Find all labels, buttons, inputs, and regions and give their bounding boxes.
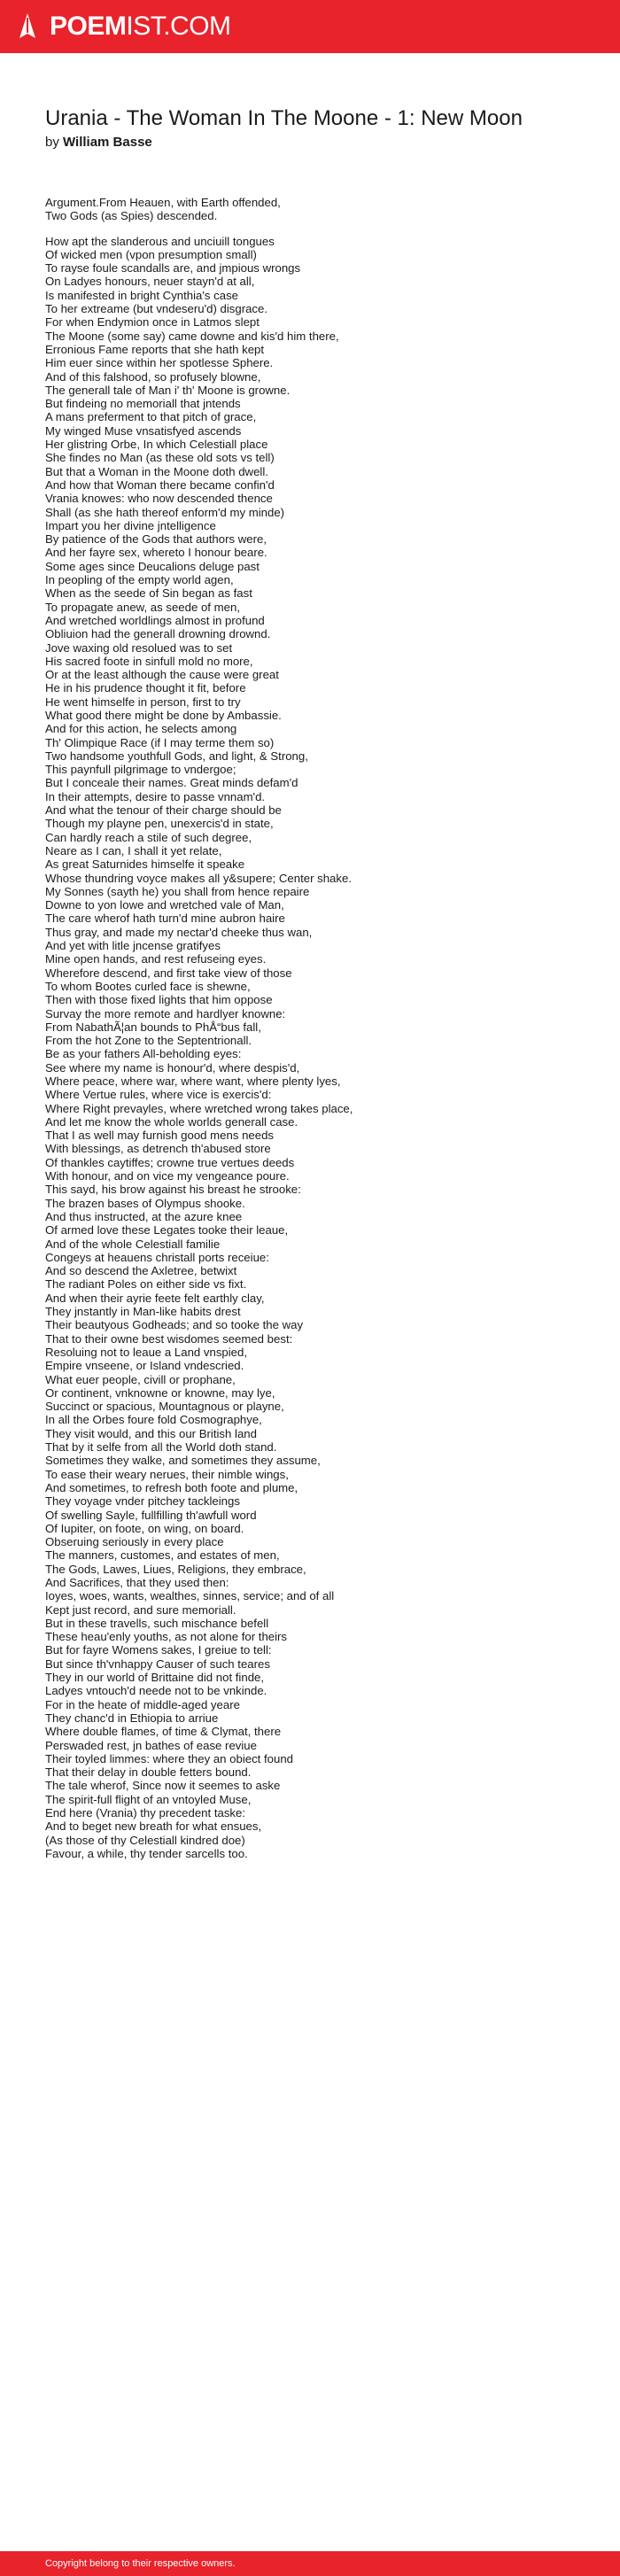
poem-line: When as the seede of Sin began as fast — [45, 586, 252, 601]
poem-line: To propagate anew, as seede of men, — [45, 600, 240, 614]
poem-line: Though my playne pen, unexercis'd in state, — [45, 817, 274, 831]
poem-line: End here (Vrania) thy precedent taske: — [45, 1806, 246, 1820]
poem-line: And yet with litle jncense gratifyes — [45, 939, 221, 953]
poem-line: A mans preferment to that pitch of grace, — [45, 410, 257, 424]
poem-line: Two handsome youthfull Gods, and light, & Strong, — [45, 749, 308, 763]
poem-line: Whose thundring voyce makes all y&supere; Center shake. — [45, 871, 352, 885]
poem-line: But in these travells, such mischance befell — [45, 1616, 269, 1630]
poem-line: Resoluing not to leaue a Land vnspied, — [45, 1345, 248, 1359]
poem-line: But I conceale their names. Great minds defam'd — [45, 776, 298, 790]
poem-line: They in our world of Brittaine did not finde, — [45, 1671, 265, 1685]
poem-line: And for this action, he selects among — [45, 722, 237, 736]
stanza-gap — [45, 223, 577, 235]
poem-line: These heau'enly youths, as not alone for theirs — [45, 1630, 288, 1644]
poem-line: To ease their weary nerues, their nimble wings, — [45, 1467, 289, 1481]
poem-line: And sometimes, to refresh both foote and plume, — [45, 1480, 298, 1494]
copyright-text: Copyright belong to their respective owners. — [45, 2558, 236, 2569]
poem-line: Erronious Fame reports that she hath kept — [45, 342, 265, 356]
poem-line: Where peace, where war, where want, where plenty lyes, — [45, 1075, 341, 1088]
poem-line: Of armed love these Legates tooke their leaue, — [45, 1223, 289, 1238]
poem-line: That their delay in double fetters bound. — [45, 1765, 252, 1780]
poem-line: Shall (as she hath thereof enform'd my minde) — [45, 505, 285, 519]
poem-line: Argument.From Heauen, with Earth offended, — [45, 196, 281, 209]
poem-line: Ladyes vntouch'd neede not to be vnkinde. — [45, 1684, 267, 1698]
poem-line: And what the tenour of their charge should be — [45, 803, 282, 818]
poem-line: Their toyled limmes: where they an obiect found — [45, 1751, 294, 1765]
poem-line: To whom Bootes curled face is shewne, — [45, 979, 251, 993]
poem-line: Where double flames, of time & Clymat, there — [45, 1725, 282, 1739]
poem-line: Her glistring Orbe, In which Celestiall place — [45, 438, 268, 452]
poem-line: My winged Muse vnsatisfyed ascends — [45, 423, 242, 438]
poem-line: Two Gods (as Spies) descended. — [45, 209, 218, 223]
poem-line: Kept just record, and sure memoriall. — [45, 1602, 236, 1617]
poem-line: Mine open hands, and rest refuseing eyes. — [45, 952, 267, 966]
poem-line: And of the whole Celestiall familie — [45, 1237, 221, 1251]
poem-line: That by it selfe from all the World doth stand. — [45, 1440, 277, 1455]
poem-line: And her fayre sex, whereto I honour beare. — [45, 546, 267, 560]
poem-line: Empire vnseene, or Island vndescried. — [45, 1359, 244, 1373]
poem-line: And when their ayrie feete felt earthly clay, — [45, 1291, 265, 1305]
poem-line: What euer people, civill or prophane, — [45, 1372, 236, 1386]
poem-line: For when Endymion once in Latmos slept — [45, 315, 260, 330]
poem-line: Is manifested in bright Cynthia's case — [45, 288, 239, 302]
poem-line: They chanc'd in Ethiopia to arriue — [45, 1711, 219, 1725]
poem-line: And of this falshood, so profusely blowne, — [45, 369, 261, 384]
poem-line: The Gods, Lawes, Liues, Religions, they embrace, — [45, 1562, 306, 1576]
poem-line: See where my name is honour'd, where despis'd, — [45, 1060, 300, 1075]
poem-line: To rayse foule scandalls are, and jmpious wrongs — [45, 261, 301, 275]
poem-line: What good there might be done by Ambassie. — [45, 708, 282, 722]
poem-line: Jove waxing old resolued was to set — [45, 640, 233, 655]
poem-line: As great Saturnides himselfe it speake — [45, 857, 245, 872]
site-logo[interactable] — [50, 12, 231, 42]
poem-line: Of Iupiter, on foote, on wing, on board. — [45, 1521, 244, 1535]
poem-line: His sacred foote in sinfull mold no more, — [45, 654, 253, 668]
poem-line: The brazen bases of Olympus shooke. — [45, 1196, 245, 1210]
poem-line: Or continent, vnknowne or knowne, may lye, — [45, 1385, 275, 1400]
poem-line: The spirit-full flight of an vntoyled Muse, — [45, 1792, 252, 1806]
poem-line: With honour, and on vice my vengeance poure. — [45, 1169, 290, 1183]
poem-line: Where Vertue rules, where vice is exercis'd: — [45, 1088, 272, 1102]
poem-line: That to their owne best wisdomes seemed best: — [45, 1331, 293, 1346]
poem-line: Downe to yon lowe and wretched vale of Man, — [45, 898, 284, 912]
poem-line: Perswaded rest, jn bathes of ease reviue — [45, 1738, 257, 1752]
poem-line: Of wicked men (vpon presumption small) — [45, 247, 257, 261]
poem-line: The generall tale of Man i' th' Moone is growne. — [45, 383, 291, 397]
poem-line: The care wherof hath turn'd mine aubron haire — [45, 912, 285, 926]
poem-line: They visit would, and this our British land — [45, 1426, 257, 1440]
author-link[interactable]: William Basse — [63, 135, 152, 150]
poem-line: That I as well may furnish good mens needs — [45, 1129, 275, 1143]
poem-line: Or at the least although the cause were great — [45, 668, 279, 682]
poem-line: He in his prudence thought it fit, before — [45, 681, 246, 695]
poem-line: Impart you her divine jntelligence — [45, 518, 216, 532]
poem-line: In peopling of the empty world agen, — [45, 573, 234, 587]
poem-line: She findes no Man (as these old sots vs tell) — [45, 451, 275, 465]
poem-line: Of thankles caytiffes; crowne true vertues deeds — [45, 1155, 295, 1169]
logo-bold-text: POEM — [50, 12, 127, 41]
poem-line: Can hardly reach a stile of such degree, — [45, 830, 252, 844]
poem-line: But since th'vnhappy Causer of such teares — [45, 1657, 270, 1671]
poem-line: To her extreame (but vndeseru'd) disgrace. — [45, 302, 268, 316]
poem-line: From NabathÃ¦an bounds to PhÅ“bus fall, — [45, 1020, 261, 1034]
poem-container — [45, 89, 577, 1860]
poem-line: Of swelling Sayle, fullfilling th'awfull word — [45, 1508, 257, 1522]
byline — [45, 134, 577, 151]
poem-line: They voyage vnder pitchey tackleings — [45, 1494, 240, 1509]
poem-line: Obliuion had the generall drowning drownd. — [45, 627, 271, 641]
poem-line: The tale wherof, Since now it seemes to aske — [45, 1779, 281, 1793]
poem-line: For in the heate of middle-aged yeare — [45, 1697, 240, 1711]
poem-line: Some ages since Deucalions deluge past — [45, 559, 260, 573]
poem-line: The Moone (some say) came downe and kis'd him there, — [45, 329, 339, 343]
poem-body — [45, 196, 577, 1860]
poem-line: (As those of thy Celestiall kindred doe) — [45, 1833, 245, 1847]
poem-line: With blessings, as detrench th'abused store — [45, 1142, 271, 1156]
poem-line: Then with those fixed lights that him oppose — [45, 993, 273, 1007]
poem-line: How apt the slanderous and unciuill tongues — [45, 234, 275, 248]
poem-line: Favour, a while, thy tender sarcells too. — [45, 1846, 248, 1860]
poem-line: Survay the more remote and hardlyer knowne: — [45, 1006, 286, 1020]
quill-logo-icon[interactable] — [16, 11, 39, 43]
poem-line: Him euer since within her spotlesse Sphere. — [45, 356, 274, 370]
poem-line: In all the Orbes foure fold Cosmographye, — [45, 1413, 262, 1427]
poem-line: Neare as I can, I shall it yet relate, — [45, 843, 222, 857]
poem-line: And wretched worldlings almost in profund — [45, 613, 265, 627]
poem-line: Be as your fathers All-beholding eyes: — [45, 1047, 242, 1061]
poem-line: They jnstantly in Man-like habits drest — [45, 1305, 241, 1319]
poem-line: But for fayre Womens sakes, I greiue to tell: — [45, 1643, 272, 1657]
by-prefix: by — [45, 135, 59, 150]
poem-line: The radiant Poles on either side vs fixt. — [45, 1277, 247, 1292]
poem-line: Sometimes they walke, and sometimes they assume, — [45, 1454, 321, 1468]
poem-line: And how that Woman there became confin'd — [45, 477, 275, 492]
poem-line: And Sacrifices, that they used then: — [45, 1575, 229, 1589]
poem-line: Vrania knowes: who now descended thence — [45, 492, 273, 506]
poem-line: And let me know the whole worlds generall case. — [45, 1114, 298, 1129]
poem-line: The manners, customes, and estates of men, — [45, 1548, 280, 1563]
poem-line: And so descend the Axletree, betwixt — [45, 1264, 237, 1278]
poem-line: He went himselfe in person, first to try — [45, 694, 241, 709]
poem-line: But findeing no memoriall that jntends — [45, 397, 241, 411]
site-footer — [0, 2551, 620, 2576]
poem-line: Their beautyous Godheads; and so tooke the way — [45, 1318, 304, 1332]
poem-line: Where Right prevayles, where wretched wrong takes place, — [45, 1101, 353, 1115]
poem-line: By patience of the Gods that authors were, — [45, 532, 267, 547]
poem-line: And to beget new breath for what ensues, — [45, 1819, 262, 1834]
poem-line: Th' Olimpique Race (if I may terme them so) — [45, 735, 275, 749]
poem-line: But that a Woman in the Moone doth dwell. — [45, 464, 268, 478]
poem-line: This sayd, his brow against his breast he strooke: — [45, 1183, 301, 1197]
poem-line: From the hot Zone to the Septentrionall. — [45, 1034, 252, 1048]
poem-line: Succinct or spacious, Mountagnous or playne, — [45, 1400, 284, 1414]
poem-line: On Ladyes honours, neuer stayn'd at all, — [45, 275, 255, 289]
poem-line: And thus instructed, at the azure knee — [45, 1209, 243, 1223]
poem-line: Congeys at heauens christall ports receiue: — [45, 1250, 269, 1264]
poem-line: Thus gray, and made my nectar'd cheeke thus wan, — [45, 925, 313, 939]
poem-line: Ioyes, woes, wants, wealthes, sinnes, service; and of all — [45, 1589, 335, 1603]
poem-line: Obseruing seriously in every place — [45, 1535, 224, 1549]
poem-line: This paynfull pilgrimage to vndergoe; — [45, 763, 236, 777]
poem-line: In their attempts, desire to passe vnnam'd. — [45, 789, 266, 803]
poem-title: Urania - The Woman In The Moone - 1: New Moon — [45, 106, 523, 130]
site-header — [0, 0, 620, 53]
poem-line: My Sonnes (sayth he) you shall from hence repaire — [45, 884, 310, 898]
poem-line: Wherefore descend, and first take view of those — [45, 966, 292, 980]
logo-thin-text: IST.COM — [126, 12, 231, 41]
